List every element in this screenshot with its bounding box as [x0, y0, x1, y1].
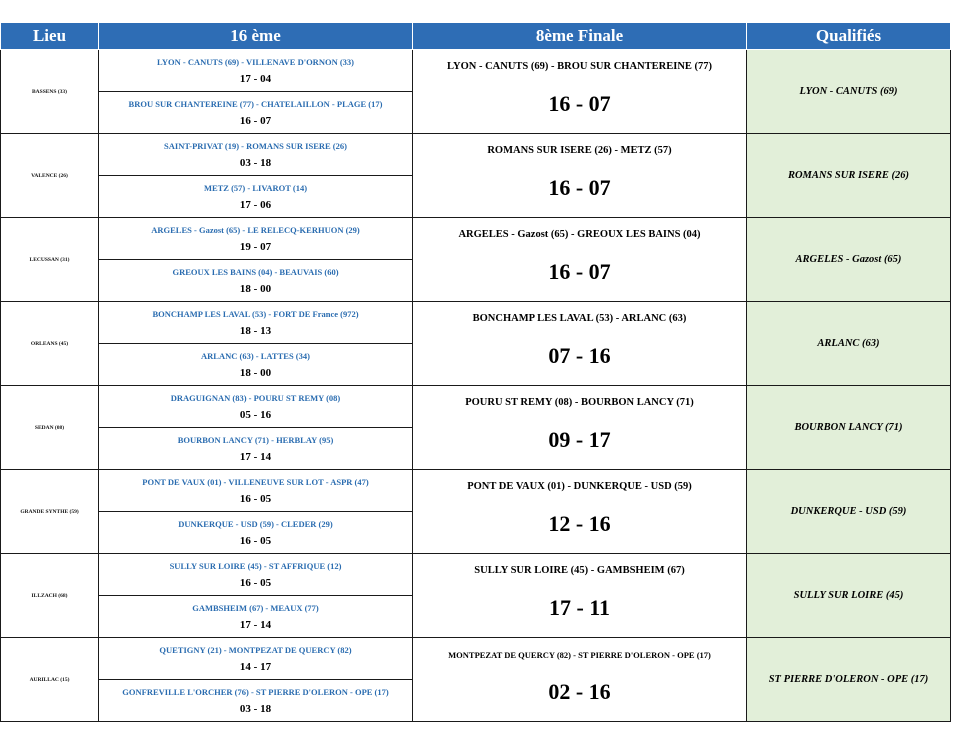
match-score: 18 - 13: [239, 325, 272, 337]
round-of-16-match: [413, 638, 747, 722]
match-teams: MONTPEZAT DE QUERCY (82) - ST PIERRE D'OLERON - OPE (17): [448, 650, 711, 660]
qualified-team: ROMANS SUR ISERE (26): [747, 134, 951, 218]
venue-cell: ILLZACH (68): [1, 554, 99, 638]
match-score: 16 - 07: [239, 115, 272, 127]
match-teams: LYON - CANUTS (69) - BROU SUR CHANTEREINE (77): [446, 61, 713, 72]
match-score: 14 - 17: [239, 661, 272, 673]
match-teams: BONCHAMP LES LAVAL (53) - ARLANC (63): [472, 313, 687, 324]
header-lieu: Lieu: [1, 23, 99, 50]
match-score: 09 - 17: [548, 427, 611, 452]
round-of-32-match: [99, 344, 413, 386]
venue-cell: GRANDE SYNTHE (59): [1, 470, 99, 554]
qualified-team: ARLANC (63): [747, 302, 951, 386]
match-score: 02 - 16: [548, 679, 611, 704]
round-of-32-match: [99, 386, 413, 428]
qualified-team: ST PIERRE D'OLERON - OPE (17): [747, 638, 951, 722]
round-of-32-match: [99, 302, 413, 344]
match-score: 17 - 06: [239, 199, 272, 211]
qualified-team: SULLY SUR LOIRE (45): [747, 554, 951, 638]
match-teams: METZ (57) - LIVAROT (14): [203, 183, 308, 193]
results-table: [0, 22, 951, 722]
header-round-of-32: 16 ème: [99, 23, 413, 50]
venue-cell: VALENCE (26): [1, 134, 99, 218]
round-of-32-match: [99, 428, 413, 470]
match-teams: PONT DE VAUX (01) - VILLENEUVE SUR LOT - ASPR (47): [142, 477, 369, 487]
round-of-16-match: [413, 554, 747, 638]
round-of-32-match: [99, 596, 413, 638]
match-score: 17 - 14: [239, 619, 272, 631]
venue-cell: SEDAN (08): [1, 386, 99, 470]
venue-cell: LECUSSAN (31): [1, 218, 99, 302]
match-teams: SAINT-PRIVAT (19) - ROMANS SUR ISERE (26): [164, 141, 347, 151]
match-score: 07 - 16: [548, 343, 611, 368]
venue-cell: ORLEANS (45): [1, 302, 99, 386]
match-score: 16 - 05: [239, 577, 272, 589]
table-row: [1, 638, 951, 680]
match-teams: BONCHAMP LES LAVAL (53) - FORT DE France (972): [152, 309, 359, 319]
round-of-32-match: [99, 554, 413, 596]
match-teams: QUETIGNY (21) - MONTPEZAT DE QUERCY (82): [159, 645, 352, 655]
table-row: [1, 302, 951, 344]
results-body: [1, 50, 951, 722]
match-teams: ARGELES - Gazost (65) - GREOUX LES BAINS (04): [458, 229, 701, 240]
match-score: 18 - 00: [239, 367, 272, 379]
round-of-16-match: [413, 134, 747, 218]
round-of-32-match: [99, 218, 413, 260]
match-score: 12 - 16: [548, 511, 611, 536]
match-score: 16 - 07: [548, 175, 611, 200]
round-of-16-match: [413, 470, 747, 554]
round-of-16-match: [413, 218, 747, 302]
round-of-32-match: [99, 638, 413, 680]
match-score: 17 - 04: [239, 73, 272, 85]
match-score: 05 - 16: [239, 409, 272, 421]
match-score: 16 - 07: [548, 91, 611, 116]
match-teams: GAMBSHEIM (67) - MEAUX (77): [192, 603, 319, 613]
round-of-32-match: [99, 680, 413, 722]
table-row: [1, 386, 951, 428]
match-score: 18 - 00: [239, 283, 272, 295]
round-of-32-match: [99, 92, 413, 134]
round-of-32-match: [99, 50, 413, 92]
match-score: 03 - 18: [239, 703, 272, 715]
table-row: [1, 218, 951, 260]
venue-cell: BASSENS (33): [1, 50, 99, 134]
match-score: 16 - 05: [239, 535, 272, 547]
match-teams: ARGELES - Gazost (65) - LE RELECQ-KERHUON (29): [151, 225, 360, 235]
table-row: [1, 134, 951, 176]
qualified-team: ARGELES - Gazost (65): [747, 218, 951, 302]
match-teams: SULLY SUR LOIRE (45) - ST AFFRIQUE (12): [169, 561, 342, 571]
match-teams: LYON - CANUTS (69) - VILLENAVE D'ORNON (33): [156, 57, 354, 67]
match-teams: ARLANC (63) - LATTES (34): [201, 351, 310, 361]
match-teams: BOURBON LANCY (71) - HERBLAY (95): [177, 435, 334, 445]
table-row: [1, 554, 951, 596]
match-score: 17 - 11: [548, 595, 611, 620]
venue-cell: AURILLAC (15): [1, 638, 99, 722]
qualified-team: DUNKERQUE - USD (59): [747, 470, 951, 554]
round-of-32-match: [99, 512, 413, 554]
round-of-16-match: [413, 50, 747, 134]
table-row: [1, 470, 951, 512]
header-round-of-16: 8ème Finale: [413, 23, 747, 50]
table-row: [1, 50, 951, 92]
header-qualified: Qualifiés: [747, 23, 951, 50]
match-teams: PONT DE VAUX (01) - DUNKERQUE - USD (59): [467, 481, 692, 492]
match-score: 16 - 05: [239, 493, 272, 505]
match-score: 16 - 07: [548, 259, 611, 284]
round-of-32-match: [99, 470, 413, 512]
match-score: 19 - 07: [239, 241, 272, 253]
match-teams: GONFREVILLE L'ORCHER (76) - ST PIERRE D'OLERON - OPE (17): [122, 687, 389, 697]
match-teams: DRAGUIGNAN (83) - POURU ST REMY (08): [170, 393, 341, 403]
header-row: [1, 23, 951, 50]
round-of-32-match: [99, 134, 413, 176]
match-teams: DUNKERQUE - USD (59) - CLEDER (29): [178, 519, 333, 529]
round-of-32-match: [99, 260, 413, 302]
round-of-16-match: [413, 386, 747, 470]
qualified-team: BOURBON LANCY (71): [747, 386, 951, 470]
match-teams: SULLY SUR LOIRE (45) - GAMBSHEIM (67): [474, 565, 685, 576]
match-score: 17 - 14: [239, 451, 272, 463]
match-teams: GREOUX LES BAINS (04) - BEAUVAIS (60): [172, 267, 339, 277]
match-teams: POURU ST REMY (08) - BOURBON LANCY (71): [465, 397, 694, 408]
match-teams: BROU SUR CHANTEREINE (77) - CHATELAILLON - PLAGE (17): [128, 99, 383, 109]
round-of-32-match: [99, 176, 413, 218]
round-of-16-match: [413, 302, 747, 386]
match-score: 03 - 18: [239, 157, 272, 169]
qualified-team: LYON - CANUTS (69): [747, 50, 951, 134]
match-teams: ROMANS SUR ISERE (26) - METZ (57): [487, 145, 672, 156]
